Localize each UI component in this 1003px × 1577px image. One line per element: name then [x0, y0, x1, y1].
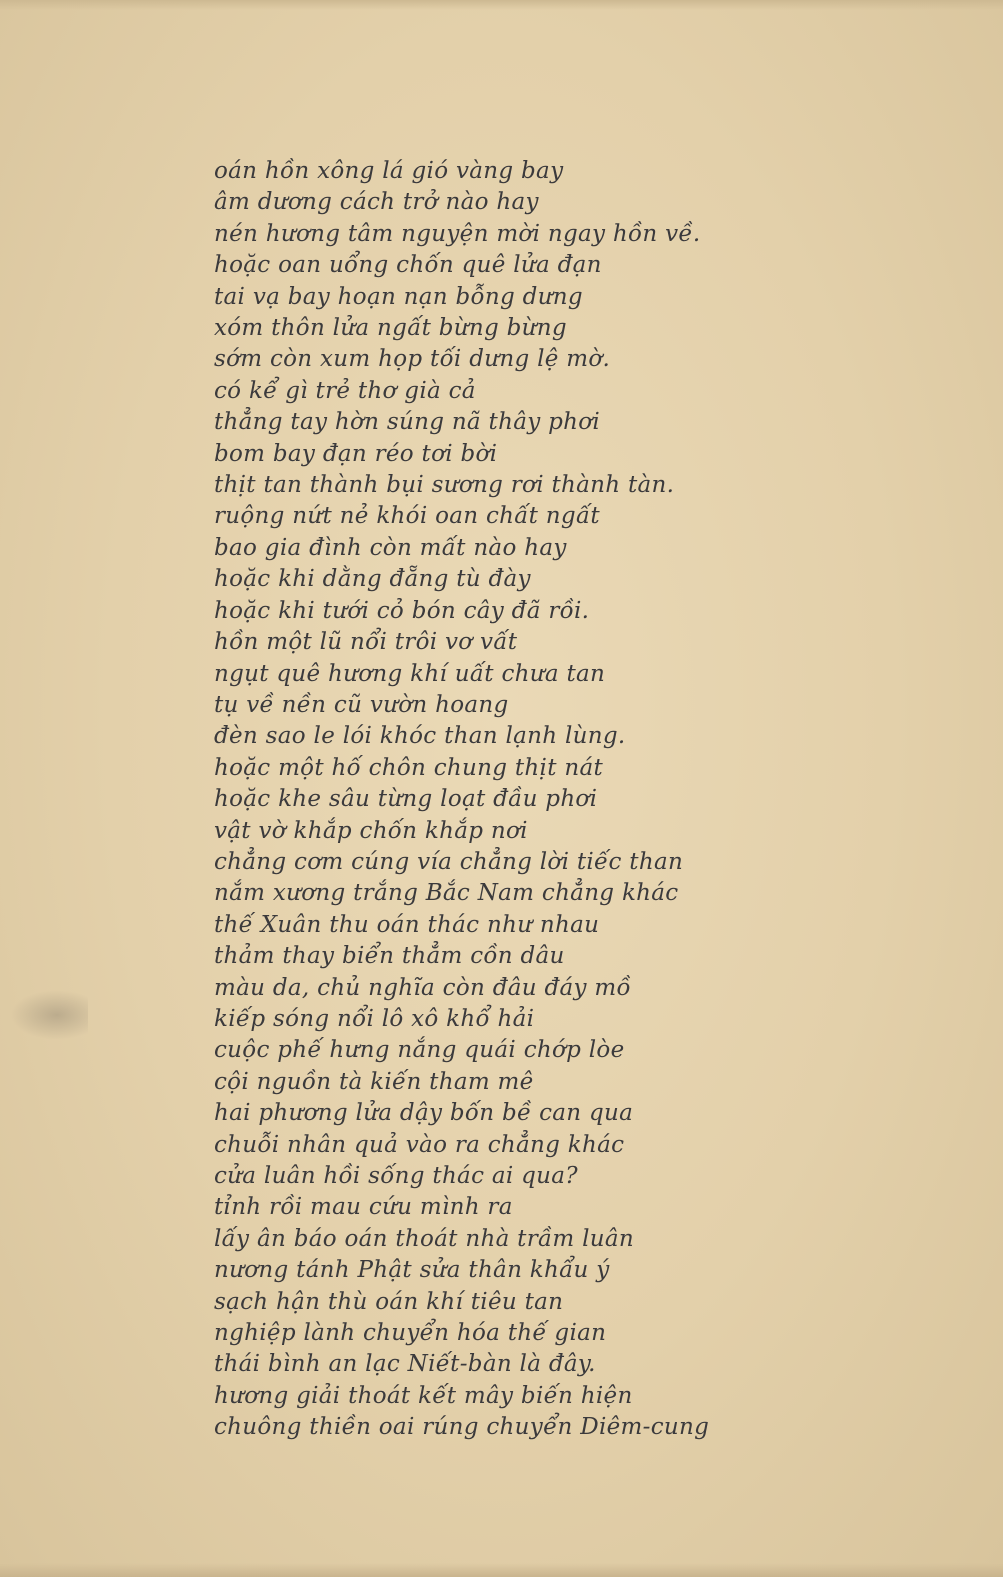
- poem-line: nắm xương trắng Bắc Nam chẳng khác: [214, 880, 679, 907]
- poem-line: thái bình an lạc Niết-bàn là đây.: [214, 1351, 596, 1378]
- page-top-edge: [0, 0, 1003, 10]
- poem-line: nghiệp lành chuyển hóa thế gian: [214, 1320, 607, 1347]
- poem-line: chuỗi nhân quả vào ra chẳng khác: [214, 1131, 625, 1158]
- poem-line: ruộng nứt nẻ khói oan chất ngất: [214, 503, 600, 530]
- poem-line: hoặc một hố chôn chung thịt nát: [214, 754, 604, 781]
- poem-line: tỉnh rồi mau cứu mình ra: [214, 1194, 513, 1221]
- poem-line: màu da, chủ nghĩa còn đâu đáy mồ: [214, 974, 631, 1001]
- poem-line: sớm còn xum họp tối dưng lệ mờ.: [214, 346, 611, 373]
- poem-line: thảm thay biển thẳm cồn dâu: [214, 943, 565, 970]
- poem-line: ngụt quê hương khí uất chưa tan: [214, 660, 606, 687]
- poem-line: hai phương lửa dậy bốn bề can qua: [214, 1100, 634, 1127]
- poem-line: âm dương cách trở nào hay: [214, 189, 539, 216]
- poem-line: có kể gì trẻ thơ già cả: [214, 377, 476, 404]
- poem-line: thẳng tay hờn súng nã thây phơi: [214, 409, 601, 436]
- poem-line: hoặc oan uổng chốn quê lửa đạn: [214, 252, 602, 279]
- poem-line: bom bay đạn réo tơi bời: [214, 440, 498, 467]
- poem-line: cửa luân hồi sống thác ai qua?: [214, 1163, 578, 1189]
- poem-text: [214, 156, 734, 1444]
- poem-line: hoặc khi dằng đẵng tù đày: [214, 566, 531, 593]
- page-bottom-edge: [0, 1563, 1003, 1577]
- poem-line: cuộc phế hưng nắng quái chớp lòe: [214, 1037, 625, 1064]
- poem-line: đèn sao le lói khóc than lạnh lùng.: [214, 723, 626, 750]
- poem-line: nén hương tâm nguyện mời ngay hồn về.: [214, 220, 701, 247]
- poem-line: thịt tan thành bụi sương rơi thành tàn.: [214, 472, 675, 499]
- poem-line: sạch hận thù oán khí tiêu tan: [214, 1288, 564, 1315]
- paper-smudge: [10, 990, 88, 1040]
- poem-line: thế Xuân thu oán thác như nhau: [214, 911, 600, 938]
- poem-line: kiếp sóng nổi lô xô khổ hải: [214, 1005, 535, 1032]
- poem-line: tai vạ bay hoạn nạn bỗng dưng: [214, 283, 583, 310]
- poem-line: chẳng cơm cúng vía chẳng lời tiếc than: [214, 848, 684, 875]
- poem-line: hồn một lũ nổi trôi vơ vất: [214, 629, 518, 656]
- poem-line: vật vờ khắp chốn khắp nơi: [214, 817, 528, 844]
- poem-line: tụ về nền cũ vườn hoang: [214, 691, 509, 718]
- poem-line: hương giải thoát kết mây biến hiện: [214, 1382, 633, 1409]
- poem-line: cội nguồn tà kiến tham mê: [214, 1068, 534, 1095]
- poem-line: hoặc khi tưới cỏ bón cây đã rồi.: [214, 597, 590, 624]
- poem-line: hoặc khe sâu từng loạt đầu phơi: [214, 786, 598, 813]
- poem-line: nương tánh Phật sửa thân khẩu ý: [214, 1257, 610, 1284]
- poem-line: xóm thôn lửa ngất bừng bừng: [214, 315, 567, 342]
- poem-line: bao gia đình còn mất nào hay: [214, 534, 567, 561]
- poem-line: chuông thiền oai rúng chuyển Diêm-cung: [214, 1414, 710, 1441]
- poem-line: oán hồn xông lá gió vàng bay: [214, 158, 564, 184]
- poem-line: lấy ân báo oán thoát nhà trầm luân: [214, 1225, 635, 1252]
